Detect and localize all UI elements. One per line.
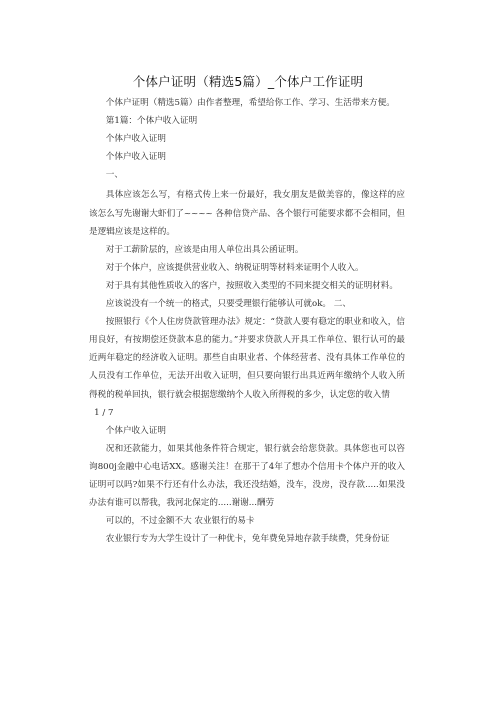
document-title: 个体户证明（精选5篇）_个体户工作证明 <box>132 74 364 89</box>
subheading: 个体户收入证明 <box>105 152 166 163</box>
document-body <box>89 94 405 548</box>
paragraph: 况和还款能力，如果其他条件符合规定，银行就会给您贷款。具体您也可以咨询800j金融中心电话XX。感谢关注！在那干了4年了想办个信用卡个体户开的收入证明可以吗?如果不行还有什么办法，我还没结婚，没车，没房，没存款.....如果没办法有谁可以帮我，我河北保定的.....谢谢...酬劳 <box>89 443 405 509</box>
paragraph: 可以的，不过金额不大 农业银行的易卡 <box>105 516 255 527</box>
section-heading: 第1篇：个体户收入证明 <box>105 116 198 127</box>
running-header: 个体户收入证明 <box>105 425 166 436</box>
paragraph: 对于个体户，应该提供营业收入、纳税证明等材料来证明个人收入。 <box>105 262 364 273</box>
paragraph: 对于工薪阶层的，应该是由用人单位出具公函证明。 <box>105 244 304 255</box>
paragraph: 农业银行专为大学生设计了一种优卡，免年费免异地存款手续费，凭身份证 <box>105 534 390 545</box>
paragraph: 对于具有其他性质收入的客户，按照收入类型的不同来提交相关的证明材料。 <box>105 280 398 291</box>
intro-paragraph: 个体户证明（精选5篇）由作者整理，希望给你工作、学习、生活带来方便。 <box>105 98 395 108</box>
page-number: 1 / 7 <box>94 407 114 418</box>
paragraph: 具体应该怎么写，有格式传上来一份最好，我女朋友是做美容的，像这样的应该怎么写先谢谢大虾们了~~~~ 各种信贷产品、各个银行可能要求都不会相同，但是逻辑应该是这样的。 <box>89 190 405 237</box>
subheading: 个体户收入证明 <box>105 134 166 145</box>
paragraph: 按照银行《个人住房贷款管理办法》规定：“贷款人要有稳定的职业和收入，信用良好，有按期偿还贷款本息的能力。”并要求贷款人开具工作单位、银行认可的最近两年稳定的经济收入证明。那些自由职业者、个体经营者、没有具体工作单位的人员没有工作单位，无法开出收入证明，但只要向银行出具近两年缴纳个人收入所得税的税单回执，银行就会根据您缴纳个人收入所得税的多少，认定您的收入情 <box>89 317 405 400</box>
paragraph: 应该说没有一个统一的格式，只要受理银行能够认可就ok。 二、 <box>105 299 351 310</box>
section-number: 一、 <box>105 170 123 181</box>
